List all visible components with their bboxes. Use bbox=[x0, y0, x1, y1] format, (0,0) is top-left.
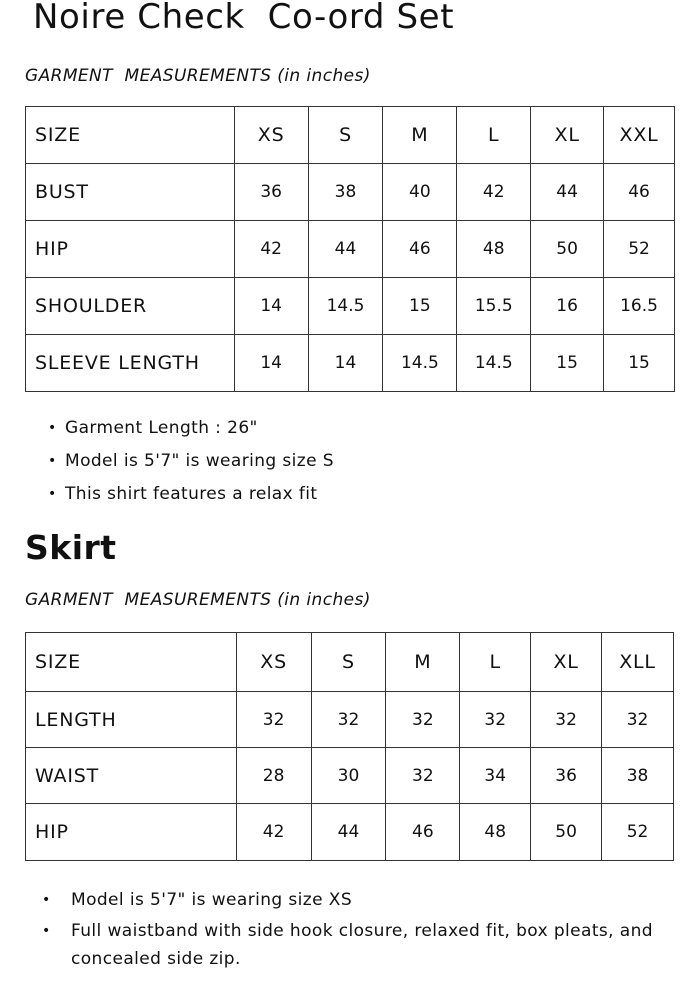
table-cell: 14 bbox=[308, 335, 383, 392]
table-cell: 14.5 bbox=[308, 278, 383, 335]
table-header-row bbox=[26, 107, 675, 164]
table-cell: 28 bbox=[236, 748, 311, 804]
table-cell: 14 bbox=[234, 278, 308, 335]
table-cell: 38 bbox=[602, 748, 674, 804]
table-cell: 14 bbox=[234, 335, 308, 392]
table-cell: 44 bbox=[311, 804, 386, 861]
table-cell: 46 bbox=[386, 804, 460, 861]
table-cell: 32 bbox=[602, 692, 674, 748]
table-cell: 14.5 bbox=[457, 335, 531, 392]
skirt-measurements-table bbox=[25, 632, 674, 861]
table-cell: 32 bbox=[386, 748, 460, 804]
header-cell: M bbox=[383, 107, 457, 164]
table-row bbox=[26, 335, 675, 392]
table-cell: 32 bbox=[460, 692, 531, 748]
table-row bbox=[26, 221, 675, 278]
row-label: BUST bbox=[26, 164, 235, 221]
table-cell: 44 bbox=[531, 164, 604, 221]
table-cell: 50 bbox=[531, 221, 604, 278]
page-title: Noire Check Co-ord Set bbox=[33, 0, 455, 37]
header-cell: SIZE bbox=[26, 633, 237, 692]
top-measurements-heading bbox=[25, 66, 371, 86]
skirt-notes-list bbox=[42, 886, 692, 976]
table-row bbox=[26, 164, 675, 221]
table-cell: 42 bbox=[234, 221, 308, 278]
header-cell: M bbox=[386, 633, 460, 692]
row-label: HIP bbox=[26, 804, 237, 861]
table-cell: 50 bbox=[531, 804, 602, 861]
table-row bbox=[26, 804, 674, 861]
table-cell: 44 bbox=[308, 221, 383, 278]
table-cell: 32 bbox=[531, 692, 602, 748]
table-cell: 52 bbox=[602, 804, 674, 861]
list-item: • Model is 5'7" is wearing size XS bbox=[42, 886, 692, 914]
table-cell: 30 bbox=[311, 748, 386, 804]
table-cell: 36 bbox=[234, 164, 308, 221]
table-cell: 16 bbox=[531, 278, 604, 335]
header-cell: XS bbox=[234, 107, 308, 164]
list-item: • Garment Length : 26" bbox=[48, 415, 334, 448]
list-item: • Full waistband with side hook closure, relaxed fit, box pleats, and concealed side zip. bbox=[42, 917, 692, 973]
header-cell: S bbox=[311, 633, 386, 692]
table-header-row bbox=[26, 633, 674, 692]
list-item: • This shirt features a relax fit bbox=[48, 481, 334, 514]
table-cell: 46 bbox=[383, 221, 457, 278]
table-row bbox=[26, 692, 674, 748]
table-cell: 15 bbox=[531, 335, 604, 392]
table-cell: 48 bbox=[460, 804, 531, 861]
table-cell: 32 bbox=[311, 692, 386, 748]
skirt-measurements-heading bbox=[25, 590, 371, 610]
header-cell: S bbox=[308, 107, 383, 164]
header-cell: L bbox=[457, 107, 531, 164]
table-cell: 38 bbox=[308, 164, 383, 221]
table-cell: 15 bbox=[604, 335, 675, 392]
header-cell: L bbox=[460, 633, 531, 692]
header-cell: XLL bbox=[602, 633, 674, 692]
header-cell: XS bbox=[236, 633, 311, 692]
table-cell: 48 bbox=[457, 221, 531, 278]
top-notes-list bbox=[48, 415, 334, 514]
table-cell: 34 bbox=[460, 748, 531, 804]
row-label: SLEEVE LENGTH bbox=[26, 335, 235, 392]
table-cell: 46 bbox=[604, 164, 675, 221]
top-measurements-table bbox=[25, 106, 675, 392]
row-label: WAIST bbox=[26, 748, 237, 804]
header-cell: XXL bbox=[604, 107, 675, 164]
table-cell: 15.5 bbox=[457, 278, 531, 335]
row-label: LENGTH bbox=[26, 692, 237, 748]
table-cell: 36 bbox=[531, 748, 602, 804]
table-row bbox=[26, 278, 675, 335]
header-cell: XL bbox=[531, 107, 604, 164]
skirt-measurements-heading-main: GARMENT MEASUREMENTS bbox=[25, 590, 278, 610]
table-cell: 42 bbox=[457, 164, 531, 221]
skirt-measurements-unit: (in inches) bbox=[277, 590, 371, 610]
table-cell: 32 bbox=[236, 692, 311, 748]
table-cell: 32 bbox=[386, 692, 460, 748]
table-cell: 40 bbox=[383, 164, 457, 221]
table-cell: 42 bbox=[236, 804, 311, 861]
top-measurements-heading-main: GARMENT MEASUREMENTS bbox=[25, 66, 278, 86]
table-cell: 15 bbox=[383, 278, 457, 335]
table-row bbox=[26, 748, 674, 804]
header-cell: SIZE bbox=[26, 107, 235, 164]
top-measurements-unit: (in inches) bbox=[277, 66, 371, 86]
table-cell: 14.5 bbox=[383, 335, 457, 392]
list-item: • Model is 5'7" is wearing size S bbox=[48, 448, 334, 481]
table-cell: 16.5 bbox=[604, 278, 675, 335]
row-label: SHOULDER bbox=[26, 278, 235, 335]
header-cell: XL bbox=[531, 633, 602, 692]
skirt-title: Skirt bbox=[25, 528, 117, 567]
row-label: HIP bbox=[26, 221, 235, 278]
table-cell: 52 bbox=[604, 221, 675, 278]
